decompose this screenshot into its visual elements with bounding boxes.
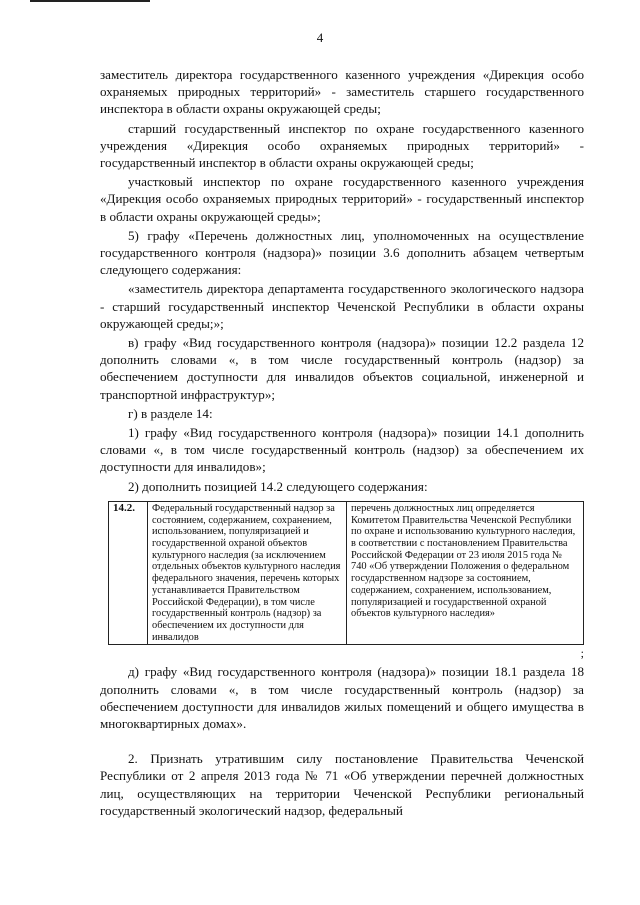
paragraph: заместитель директора государственного казенного учреждения «Дирекция особо охраняемых природных территорий» - заместитель старшего государственного инспектора в области охраны окружающей среды; [100, 67, 584, 117]
position-number: 14.2. [109, 501, 148, 644]
paragraph-d: д) графу «Вид государственного контроля (надзора)» позиции 18.1 раздела 18 дополнить словами «, в том числе государственный контроль (надзор) за обеспечением доступности для инвалидов жилых помещений и общего имущества в многоквартирных домах». [100, 664, 584, 731]
paragraph: старший государственный инспектор по охране государственного казенного учреждения «Дирекция особо охраняемых природных территорий» - государственный инспектор в области охраны окружающей среды; [100, 120, 584, 171]
paragraph-2: 2. Признать утратившим силу постановление Правительства Чеченской Республики от 2 апреля 2013 года № 71 «Об утверждении перечней должностных лиц, осуществляющих на территории Чеченской Республики региональный государственный экологический надзор, федеральный [100, 751, 584, 818]
top-rule [30, 0, 150, 2]
paragraph: 5) графу «Перечень должностных лиц, уполномоченных на осуществление государственного контроля (надзора)» позиции 3.6 дополнить абзацем четвертым следующего содержания: [100, 227, 584, 278]
paragraph: «заместитель директора департамента государственного экологического надзора - старший государственный инспектор Чеченской Республики в области охраны окружающей среды;»; [100, 281, 584, 331]
officials-cell: перечень должностных лиц определяется Комитетом Правительства Чеченской Республики по охране и использованию культурного наследия, в соответствии с постановлением Правительства Российской Федерации от 23 июля 2015 года № 740 «Об утверждении Положения о федеральном государственном надзоре за состоянием, содержанием, сохранением, использованием, популяризацией и государственной охраной объектов культурного наследия» [347, 501, 584, 644]
page-number: 4 [316, 30, 324, 45]
paragraph: в) графу «Вид государственного контроля (надзора)» позиции 12.2 раздела 12 дополнить словами «, в том числе государственный контроль (надзор) за обеспечением доступности для инвалидов объектов социальной, инженерной и транспортной инфраструктур»; [100, 335, 584, 402]
document-body [100, 66, 584, 821]
table-row [109, 501, 584, 644]
paragraph: 2) дополнить позицией 14.2 следующего содержания: [128, 478, 428, 494]
table-end-mark: ; [580, 646, 584, 661]
paragraph: г) в разделе 14: [128, 405, 213, 421]
paragraph: участковый инспектор по охране государственного казенного учреждения «Дирекция особо охраняемых природных территорий» - государственный инспектор в области охраны окружающей среды»; [100, 174, 584, 224]
control-type-cell: Федеральный государственный надзор за состоянием, содержанием, сохранением, использованием, популяризацией и государственной охраной объектов культурного наследия (за исключением отдельных объектов культурного наследия федерального значения, перечень которых устанавливается Правительством Российской Федерации), в том числе государственный контроль (надзор) за обеспечением их доступности для инвалидов [148, 501, 347, 644]
insert-table [108, 501, 584, 645]
paragraph: 1) графу «Вид государственного контроля (надзора)» позиции 14.1 дополнить словами «, в том числе государственный контроль (надзор) за обеспечением их доступности для инвалидов»; [100, 425, 584, 475]
